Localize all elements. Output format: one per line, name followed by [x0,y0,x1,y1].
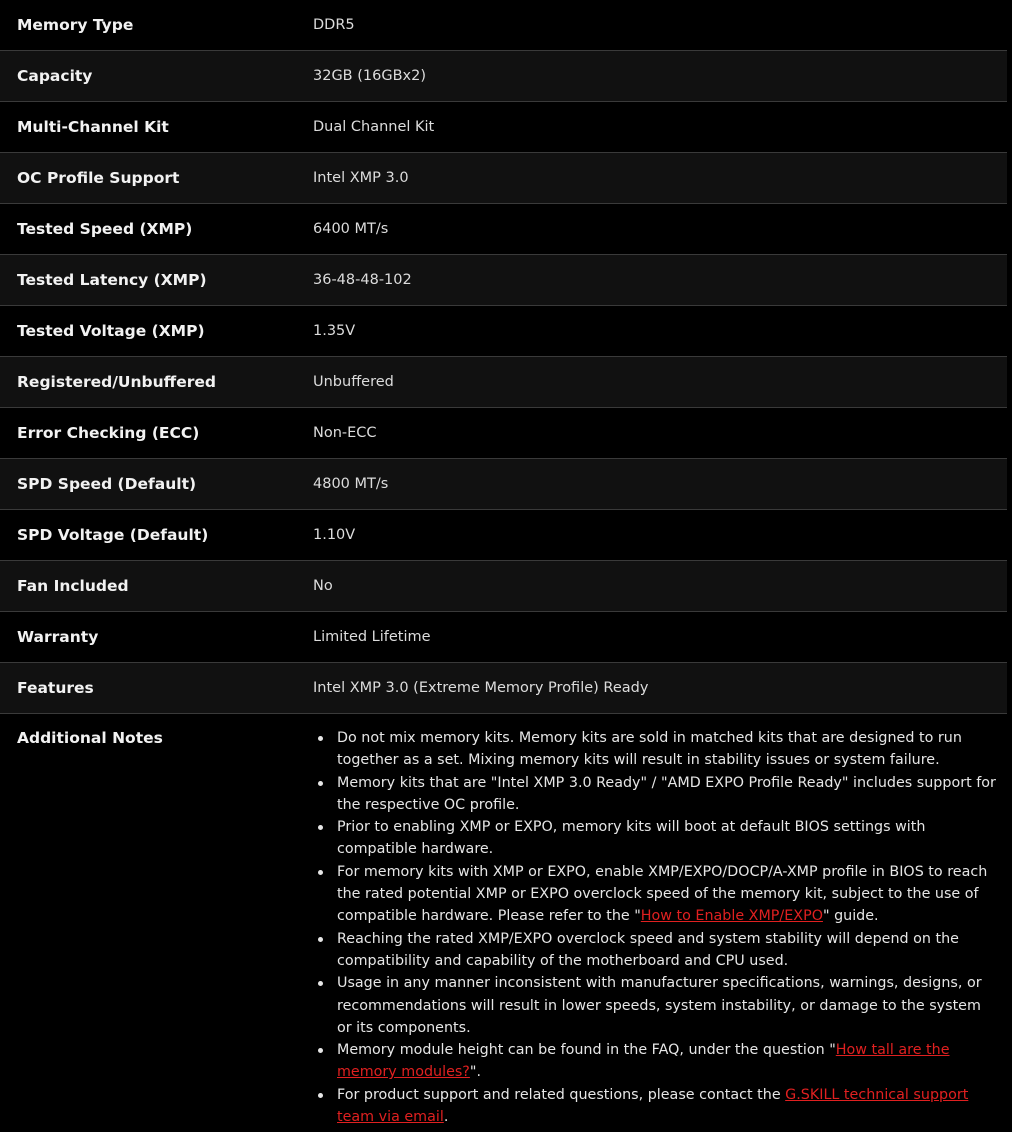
note-item: Prior to enabling XMP or EXPO, memory kits will boot at default BIOS settings with compatible hardware. [337,816,999,861]
spec-row-capacity [0,51,1007,102]
spec-label: SPD Speed (Default) [0,459,297,510]
notes-list [297,727,999,1128]
spec-label: SPD Voltage (Default) [0,510,297,561]
spec-value: No [297,561,1007,612]
spec-row-tested-speed [0,204,1007,255]
spec-label: Error Checking (ECC) [0,408,297,459]
note-text: For memory kits with XMP or EXPO, enable XMP/EXPO/DOCP/A-XMP profile in BIOS to reach the rated potential XMP or EXPO overclock speed of the memory kit, subject to the use of compatible hardware. Please refer to the " [337,863,988,925]
spec-row-warranty [0,612,1007,663]
note-text: ". [469,1064,482,1081]
how-to-enable-xmp-expo-link[interactable]: How to Enable XMP/EXPO [640,908,823,925]
note-item: Do not mix memory kits. Memory kits are sold in matched kits that are designed to run together as a set. Mixing memory kits will result in stability issues or system failure. [337,727,999,772]
spec-row-fan-included [0,561,1007,612]
spec-label: Memory Type [0,0,297,51]
spec-label: Warranty [0,612,297,663]
spec-value: 36-48-48-102 [297,255,1007,306]
spec-label: Tested Speed (XMP) [0,204,297,255]
spec-row-spd-speed [0,459,1007,510]
spec-row-memory-type [0,0,1007,51]
spec-label: Tested Latency (XMP) [0,255,297,306]
note-item: Memory kits that are "Intel XMP 3.0 Ready" / "AMD EXPO Profile Ready" includes support for the respective OC profile. [337,772,999,817]
spec-row-tested-voltage [0,306,1007,357]
spec-label: OC Profile Support [0,153,297,204]
spec-row-error-checking [0,408,1007,459]
spec-value: Limited Lifetime [297,612,1007,663]
spec-value: Unbuffered [297,357,1007,408]
spec-row-oc-profile-support [0,153,1007,204]
spec-value: Non-ECC [297,408,1007,459]
spec-value: 32GB (16GBx2) [297,51,1007,102]
spec-value: DDR5 [297,0,1007,51]
technical-support-email-link[interactable]: G.SKILL technical support team via email [337,1086,969,1126]
note-text: " guide. [822,908,879,925]
note-item: Usage in any manner inconsistent with manufacturer specifications, warnings, designs, or recommendations will result in lower speeds, system instability, or damage to the system or its components. [337,972,999,1039]
spec-value: Intel XMP 3.0 (Extreme Memory Profile) Ready [297,663,1007,714]
spec-value: 4800 MT/s [297,459,1007,510]
note-item [337,1084,999,1129]
spec-row-multi-channel-kit [0,102,1007,153]
note-item [337,861,999,928]
notes-cell [297,714,1007,1129]
spec-label: Registered/Unbuffered [0,357,297,408]
note-text: . [443,1109,449,1126]
spec-value: 6400 MT/s [297,204,1007,255]
spec-row-additional-notes [0,714,1007,1129]
spec-value: Dual Channel Kit [297,102,1007,153]
spec-label: Fan Included [0,561,297,612]
note-item [337,1039,999,1084]
spec-row-spd-voltage [0,510,1007,561]
spec-label: Multi-Channel Kit [0,102,297,153]
spec-label: Features [0,663,297,714]
note-text: For product support and related questions, please contact the [337,1086,786,1103]
spec-value: Intel XMP 3.0 [297,153,1007,204]
memory-module-height-faq-link[interactable]: How tall are the memory modules? [337,1042,950,1081]
notes-label: Additional Notes [0,714,297,1129]
spec-label: Capacity [0,51,297,102]
spec-label: Tested Voltage (XMP) [0,306,297,357]
spec-value: 1.10V [297,510,1007,561]
spec-row-tested-latency [0,255,1007,306]
spec-row-registered-unbuffered [0,357,1007,408]
note-text: Memory module height can be found in the FAQ, under the question " [337,1042,836,1059]
spec-row-features [0,663,1007,714]
spec-value: 1.35V [297,306,1007,357]
note-item: Reaching the rated XMP/EXPO overclock speed and system stability will depend on the compatibility and capability of the motherboard and CPU used. [337,928,999,973]
